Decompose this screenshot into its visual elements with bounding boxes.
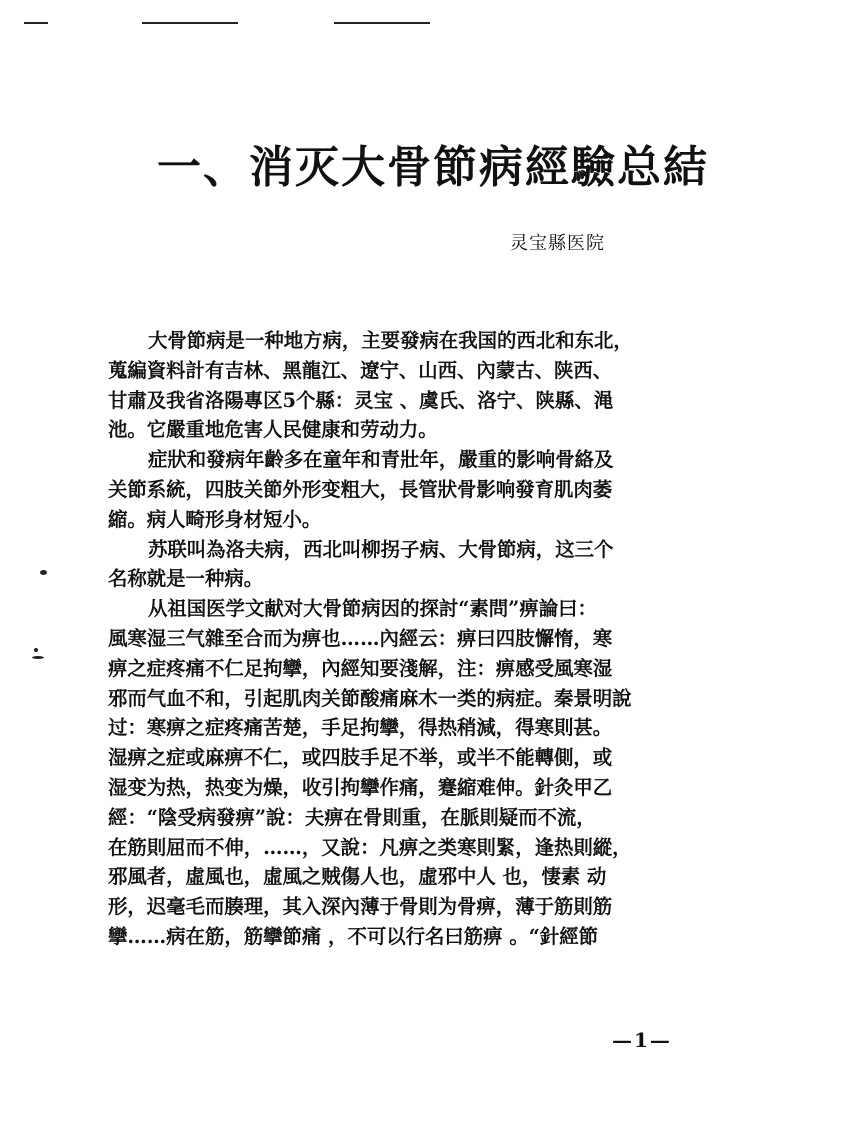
text-line: 攣……病在筋，筋攣節痛 ，不可以行名曰筋痹 。“針經節 [108,924,599,948]
text-line: 甘肅及我省洛陽專区5个縣：灵宝 、虞氏、洛宁、陕縣、渑 [108,388,614,412]
text-line: 蒐編資料計有吉林、黑龍江、遼宁、山西、內蒙古、陕西、 [108,358,613,382]
top-rule [24,22,48,24]
scan-speck [34,648,38,652]
text-line: 形，迟毫毛而腠理，其入深內薄于骨則为骨痹，薄于筋則筋 [108,895,613,919]
text-line: 症狀和發病年齡多在童年和青壯年，嚴重的影响骨絡及 [148,448,614,472]
text-line: 湿痹之症或麻痹不仁，或四肢手足不举，或半不能轉側，或 [108,746,613,770]
text-line: 关節系統，四肢关節外形变粗大，長管狀骨影响發育肌肉萎 [108,477,613,501]
document-title: 一、消灭大骨節病經驗总結 [157,142,709,193]
text-line: 邪風者，虛風也，虛風之贼傷人也，虛邪中人 也，悽素 动 [108,865,607,889]
text-line: 池。它嚴重地危害人民健康和劳动力。 [108,418,438,442]
page-number: —1— [612,1028,672,1052]
text-line: 經：“陰受病發痹”說：夫痹在骨則重，在脈則疑而不流， [108,805,596,829]
top-rule [334,22,430,24]
top-rule [142,22,238,24]
text-line: 过：寒痹之症疼痛苦楚，手足拘攣，得热稍減，得寒則甚。 [108,716,613,740]
author-institution: 灵宝縣医院 [510,233,605,254]
text-line: 在筋則屈而不伸，……，又說：凡痹之类寒則緊，逢热則縱， [108,835,632,859]
text-line: 痹之症疼痛不仁足拘攣，內經知要淺解，注：痹感受風寒湿 [108,656,613,680]
text-line: 从祖国医学文献对大骨節病因的探討“素問”痹論曰： [148,597,597,621]
text-line: 大骨節病是一种地方病，主要發病在我国的西北和东北， [148,329,633,352]
text-line: 名称就是一种病。 [108,567,264,591]
text-line: 苏联叫為洛夫病，西北叫柳拐子病、大骨節病，这三个 [148,537,614,561]
article-body [108,326,748,952]
text-line: 風寒湿三气雜至合而为痹也……內經云：痹曰四肢懈惰，寒 [108,626,613,650]
text-line: 湿变为热，热变为燥，收引拘攣作痛，蹇縮难伸。針灸甲乙 [108,775,613,799]
scan-speck [40,570,47,575]
text-line: 縮。病人畸形身材短小。 [108,507,322,531]
scan-speck [32,656,44,659]
text-line: 邪而气血不和，引起肌肉关節酸痛麻木一类的病症。秦景明說 [108,686,632,710]
